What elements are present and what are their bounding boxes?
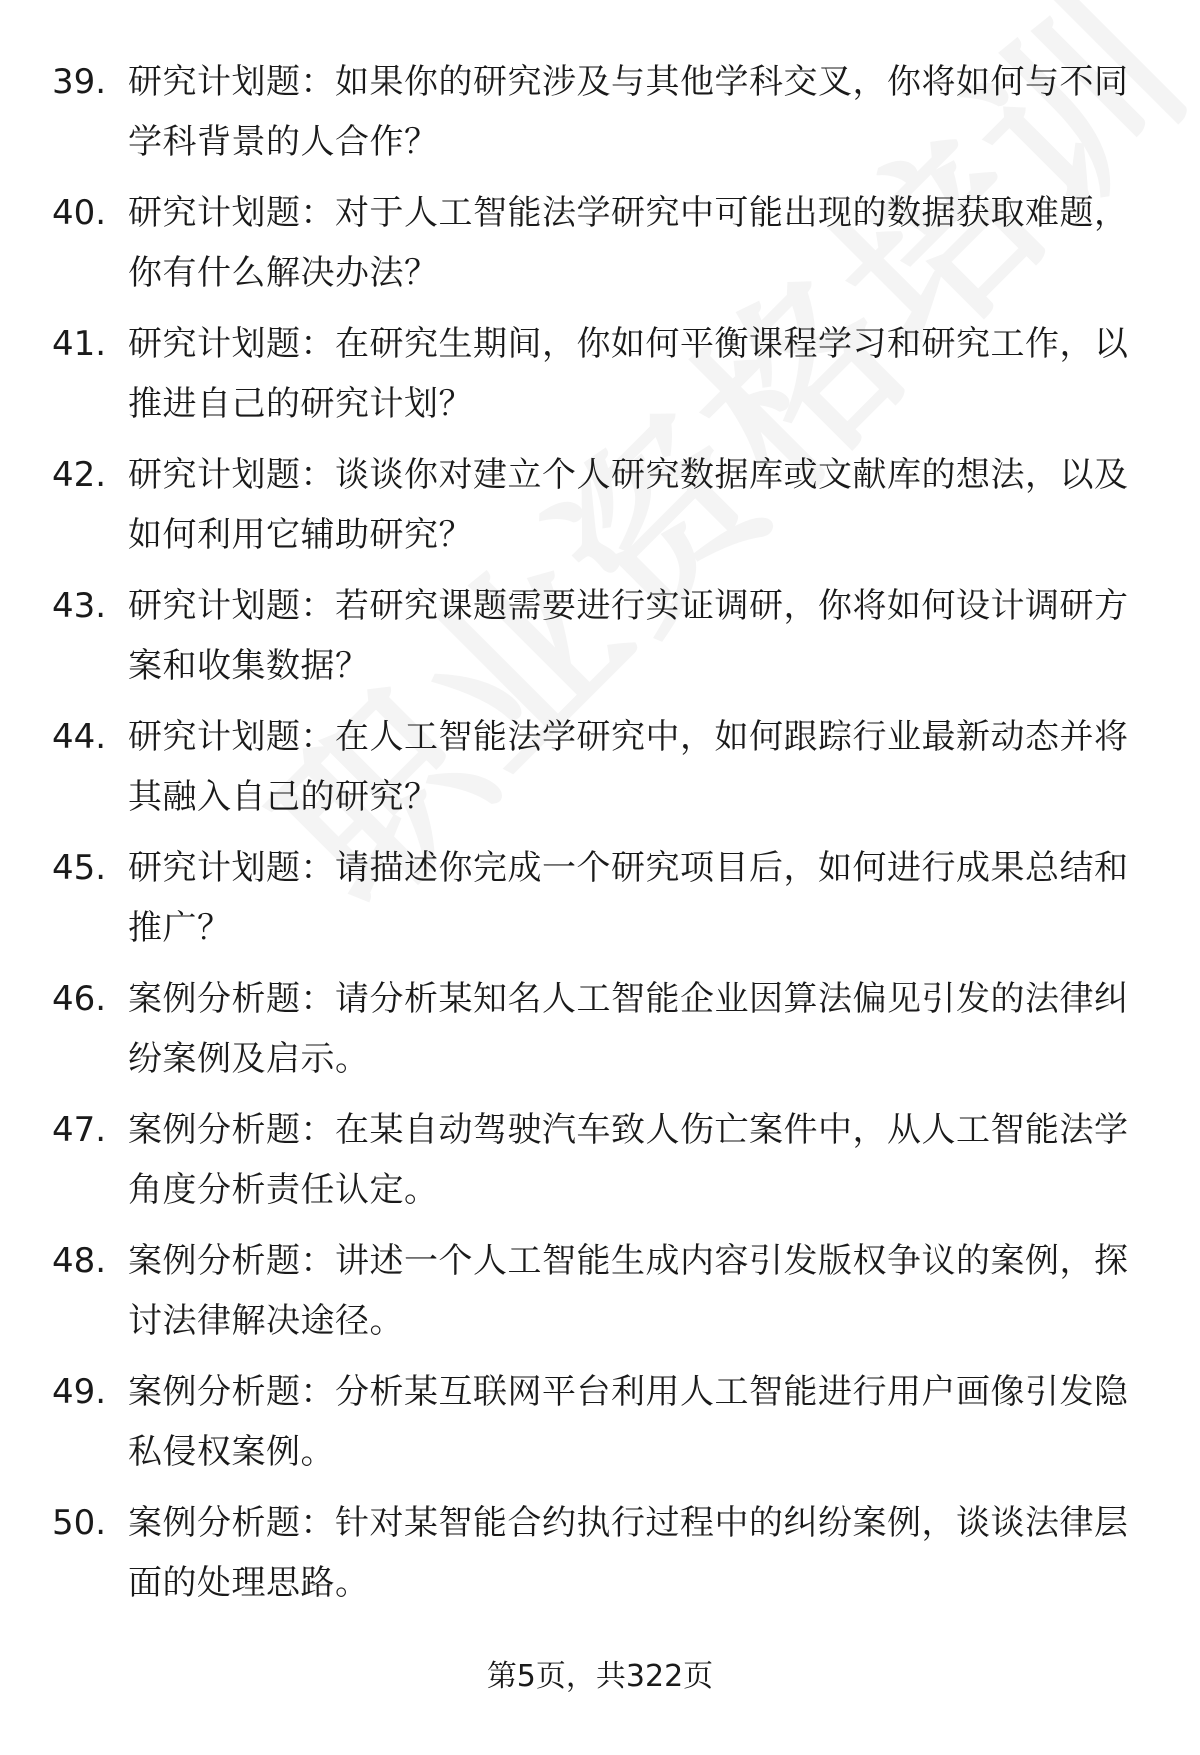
question-item xyxy=(0,314,1200,445)
question-text: 案例分析题：讲述一个人工智能生成内容引发版权争议的案例，探讨法律解决途径。 xyxy=(128,1241,1129,1341)
question-item xyxy=(0,1362,1200,1493)
question-text: 案例分析题：在某自动驾驶汽车致人伤亡案件中，从人工智能法学角度分析责任认定。 xyxy=(128,1110,1129,1210)
question-item xyxy=(0,1493,1200,1624)
question-number: 43. xyxy=(52,586,107,626)
question-number: 39. xyxy=(52,62,107,102)
question-text: 案例分析题：针对某智能合约执行过程中的纠纷案例，谈谈法律层面的处理思路。 xyxy=(128,1503,1129,1603)
question-item xyxy=(0,1231,1200,1362)
question-text: 研究计划题：谈谈你对建立个人研究数据库或文献库的想法，以及如何利用它辅助研究？ xyxy=(128,455,1129,555)
question-item xyxy=(0,969,1200,1100)
question-item xyxy=(0,838,1200,969)
question-item xyxy=(0,1100,1200,1231)
question-number: 49. xyxy=(52,1372,107,1412)
question-item xyxy=(0,576,1200,707)
question-number: 41. xyxy=(52,324,107,364)
question-item xyxy=(0,707,1200,838)
question-number: 45. xyxy=(52,848,107,888)
question-text: 研究计划题：如果你的研究涉及与其他学科交叉，你将如何与不同学科背景的人合作？ xyxy=(128,62,1129,162)
question-number: 46. xyxy=(52,979,107,1019)
question-text: 研究计划题：请描述你完成一个研究项目后，如何进行成果总结和推广？ xyxy=(128,848,1129,948)
question-list xyxy=(0,52,1200,1624)
question-text: 案例分析题：请分析某知名人工智能企业因算法偏见引发的法律纠纷案例及启示。 xyxy=(128,979,1129,1079)
question-item xyxy=(0,183,1200,314)
question-text: 研究计划题：在人工智能法学研究中，如何跟踪行业最新动态并将其融入自己的研究？ xyxy=(128,717,1129,817)
question-number: 48. xyxy=(52,1241,107,1281)
question-item xyxy=(0,52,1200,183)
question-number: 50. xyxy=(52,1503,107,1543)
question-item xyxy=(0,445,1200,576)
question-number: 44. xyxy=(52,717,107,757)
question-text: 研究计划题：在研究生期间，你如何平衡课程学习和研究工作，以推进自己的研究计划？ xyxy=(128,324,1129,424)
question-number: 40. xyxy=(52,193,107,233)
page-indicator: 第5页，共322页 xyxy=(486,1659,714,1694)
question-number: 42. xyxy=(52,455,107,495)
question-text: 研究计划题：对于人工智能法学研究中可能出现的数据获取难题，你有什么解决办法？ xyxy=(128,193,1129,293)
question-number: 47. xyxy=(52,1110,107,1150)
question-text: 案例分析题：分析某互联网平台利用人工智能进行用户画像引发隐私侵权案例。 xyxy=(128,1372,1129,1472)
question-text: 研究计划题：若研究课题需要进行实证调研，你将如何设计调研方案和收集数据？ xyxy=(128,586,1129,686)
